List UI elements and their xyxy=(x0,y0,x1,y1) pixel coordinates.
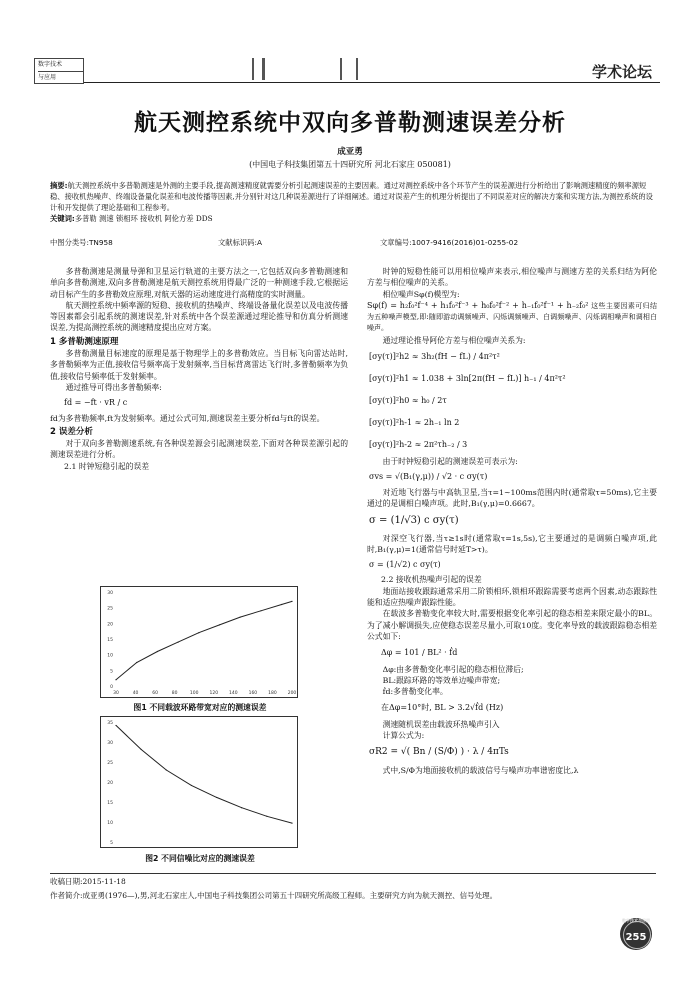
figure-1-x-tick-label: 60 xyxy=(152,691,158,696)
right-paragraph-1: 时钟的短稳性能可以用相位噪声来表示,相位噪声与测速方差的关系归结为阿伦方差与相位噪声的关系。 xyxy=(367,267,657,288)
keywords: 多普勒 测速 锁相环 接收机 阿伦方差 DDS xyxy=(74,214,213,223)
figure-1-x-tick-label: 120 xyxy=(209,691,219,696)
right-paragraph-4: 通过理论推导阿伦方差与相位噪声关系为: xyxy=(382,335,526,345)
header-rule xyxy=(84,82,660,83)
near-earth-sigma-equation: σ = (1/√3) c σy(τ) xyxy=(369,515,459,527)
bandwidth-condition: 在Δφ=10°时, BL > 3.2√ḟd (Hz) xyxy=(381,703,504,713)
section-2-heading: 2 误差分析 xyxy=(50,426,93,437)
figure-1-chart xyxy=(100,586,298,698)
right-column xyxy=(367,266,657,776)
figure-2-point xyxy=(115,725,116,726)
right-paragraph-12: ḟd:多普勒变化率。 xyxy=(382,687,448,697)
intro-paragraph-2: 航天测控系统中频率源的短稳、接收机的热噪声、终端设备量化误差以及电波传播等因素都会引起系统的测速误差,针对系统中各个误差源通过理论推导和仿真分析测速误差,为提高测控系统的测速精度提出应对方案。 xyxy=(50,300,348,333)
section-1-paragraph-3: fd为多普勒频率,ft为发射频率。通过公式可知,测速误差主要分析fd与ft的误差。 xyxy=(50,413,325,423)
figure-1-point xyxy=(291,601,292,602)
right-paragraph-2: 相位噪声Sφ(f)模型为: xyxy=(382,289,460,299)
figure-2-y-tick-label: 30 xyxy=(107,741,113,746)
section-2-2-heading: 2.2 接收机热噪声引起的误差 xyxy=(381,575,482,585)
figure-2-y-tick-label: 10 xyxy=(107,821,113,826)
figure-2-caption: 图2 不同信噪比对应的测速误差 xyxy=(145,854,255,863)
clock-error-equation: σvs = √(B₁(γ,μ)) / √2 · c σy(τ) xyxy=(369,472,488,482)
figure-1-point xyxy=(260,610,261,611)
figure-2-point xyxy=(291,823,292,824)
figure-2-point xyxy=(216,797,217,798)
figure-1-point xyxy=(240,616,241,617)
right-paragraph-5: 由于时钟短稳引起的测速误差可表示为: xyxy=(382,457,518,467)
author: 成亚勇 xyxy=(337,147,363,157)
figure-1-x-tick-label: 100 xyxy=(189,691,199,696)
right-paragraph-8: 地面站接收跟踪通常采用二阶锁相环,锁相环跟踪需要考虑两个因素,动态跟踪性能和适应热噪声跟踪性能。 xyxy=(367,586,657,608)
figure-1-y-tick-label: 20 xyxy=(107,622,113,628)
figure-2-point xyxy=(241,807,242,808)
phase-noise-model-equation: Sφ(f) = h₂f₀²f⁻⁴ + h₁f₀²f⁻³ + h₀f₀²f⁻² + h₋₁f₀²f⁻¹ + h₋₂f₀² xyxy=(367,300,589,310)
section-name: 学术论坛 xyxy=(591,63,652,81)
figure-1-point xyxy=(115,679,116,680)
section-1-paragraph-1: 多普勒测量目标速度的原理是基于物理学上的多普勒效应。当目标飞向雷达站时,多普勒频率为正值,接收信号频率高于发射频率,当目标背离雷达飞行时,多普勒频率为负值,接收信号频率低于发射频率。 xyxy=(50,349,348,381)
abstract-label: 摘要: xyxy=(50,181,68,190)
allan-eq-h2: [σy(τ)]²h2 ≈ 3h₂(fH − fL) / 4π²τ² xyxy=(369,352,500,362)
figure-1-y-tick-label: 5 xyxy=(110,669,113,675)
figure-1-x-tick-label: 80 xyxy=(171,691,178,696)
keywords-label: 关键词: xyxy=(50,214,75,223)
right-paragraph-14: 计算公式为: xyxy=(382,731,425,741)
figure-2-frame xyxy=(101,717,298,848)
affiliation: (中国电子科技集团第五十四研究所 河北石家庄 050081) xyxy=(249,160,451,169)
figure-1-frame xyxy=(101,587,298,698)
journal-logo xyxy=(34,58,84,84)
section-2-1-heading: 2.1 时钟短稳引起的误差 xyxy=(64,461,150,471)
figure-2-chart xyxy=(100,716,298,848)
figure-1-x-tick-label: 200 xyxy=(287,691,297,696)
figure-2-point xyxy=(266,816,267,817)
figure-1-y-tick-label: 10 xyxy=(107,653,113,659)
received-date: 收稿日期:2015-11-18 xyxy=(50,877,126,886)
page-badge-text: 数字技术与应用 xyxy=(622,918,650,923)
figure-2-point xyxy=(141,749,142,750)
doppler-equation: fd = −ft · vR / c xyxy=(64,398,128,408)
figure-2-point xyxy=(166,769,167,770)
figure-1-point xyxy=(157,651,158,652)
figure-1-x-tick-label: 180 xyxy=(268,691,277,696)
figure-2-y-tick-label: 35 xyxy=(107,721,113,726)
figure-1-point xyxy=(198,632,199,633)
right-paragraph-6: 对近地飞行器与中高轨卫星,当τ=1~100ms范围内时(通常取τ=50ms),它主要通过的是调相白噪声项。此时,B₁(γ,μ)=0.6667。 xyxy=(367,487,657,508)
figure-1-y-tick-label: 15 xyxy=(107,638,113,643)
author-bio: 作者简介:成亚勇(1976—),男,河北石家庄人,中国电子科技集团公司第五十四研究所高级工程师。主要研究方向为航天测控、信号处理。 xyxy=(50,891,498,900)
phase-lag-equation: Δφ = 101 / BL² · ḟd xyxy=(381,648,458,658)
logo-line1: 数字技术 xyxy=(38,61,63,68)
figure-1-y-tick-label: 0 xyxy=(110,685,113,690)
figure-1-point xyxy=(136,662,137,663)
abstract-text: 航天测控系统中多普勒测速是外测的主要手段,提高测速精度就需要分析引起测速误差的主要因素。通过对测控系统中各个环节产生的误差源进行分析给出了影响测速精度的频率源短稳、接收机热噪声、终端设备量化误差和电波传播等因素,并分别针对这几种误差源进行了详细阐述。通过对误差产生的机理分析提出了不同误差对应的解决方案和实现方法,为测控系统的设计和开发提供了理论基础和工程参考。 xyxy=(50,181,653,212)
figure-2-point xyxy=(191,785,192,786)
right-paragraph-10: Δφ:由多普勒变化率引起的稳态相位滞后; xyxy=(382,664,524,674)
clc-number: 中图分类号:TN958 xyxy=(50,238,113,247)
paper-title: 航天测控系统中双向多普勒测速误差分析 xyxy=(134,110,566,136)
figure-2-y-tick-label: 15 xyxy=(107,801,113,806)
footer-rule xyxy=(50,873,656,874)
logo-line2: 与应用 xyxy=(38,71,83,84)
page-number-badge xyxy=(620,918,652,950)
right-paragraph-11: BL:跟踪环路的等效单边噪声带宽; xyxy=(382,675,501,685)
right-paragraph-15: 式中,S/Φ为地面接收机的载波信号与噪声功率谱密度比,λ xyxy=(382,765,579,775)
allan-eq-h1: [σy(τ)]²h1 ≈ 1.038 + 3ln[2π(fH − fL)] h₋₁ / 4π²τ² xyxy=(369,374,566,384)
figure-1-point xyxy=(178,642,179,643)
figure-1-point xyxy=(281,604,282,605)
section-1-paragraph-2: 通过推导可得出多普勒频率: xyxy=(65,382,162,392)
right-paragraph-3 xyxy=(367,300,657,335)
allan-eq-h-1: [σy(τ)]²h-1 ≈ 2h₋₁ ln 2 xyxy=(369,418,460,428)
thermal-noise-equation: σR2 = √( Bn / (S/Φ) ) · λ / 4πTs xyxy=(369,747,509,758)
allan-variance-equations xyxy=(367,346,657,456)
left-column xyxy=(50,266,348,472)
page-number: 255 xyxy=(625,932,647,943)
allan-eq-h0: [σy(τ)]²h0 ≈ h₀ / 2τ xyxy=(369,396,447,406)
right-paragraph-9: 在载波多普勒变化率较大时,需要根据变化率引起的稳态相差来限定最小的BL。为了减小解调损失,应使稳态误差尽量小,可取10度。变化率导致的载波跟踪稳态相差公式如下: xyxy=(367,609,657,641)
figure-2-y-tick-label: 20 xyxy=(107,781,113,786)
figure-2-y-tick-label: 5 xyxy=(110,841,113,846)
section-1-heading: 1 多普勒测速原理 xyxy=(50,336,119,347)
article-number: 文章编号:1007-9416(2016)01-0255-02 xyxy=(380,238,519,247)
doc-code: 文献标识码:A xyxy=(218,238,262,247)
allan-eq-h-2: [σy(τ)]²h-2 ≈ 2π²τh₋₂ / 3 xyxy=(369,440,468,450)
figure-1-x-tick-label: 30 xyxy=(113,691,119,696)
abstract xyxy=(50,180,658,224)
figure-1-caption: 图1 不同载波环路带宽对应的测速误差 xyxy=(133,703,267,712)
intro-paragraph-1: 多普勒测速是测量导弹和卫星运行轨道的主要方法之一,它包括双向多普勒测速和单向多普勒测速,双向多普勒测速是航天测控系统用得最广泛的一种测速手段,它根据运动目标产生的多普勒效应原理,对航天器的运动速度进行高精度的实时测量。 xyxy=(50,267,348,299)
figure-1-x-tick-label: 40 xyxy=(132,691,139,696)
figure-1-y-tick-label: 25 xyxy=(107,606,113,612)
figure-2-y-tick-label: 25 xyxy=(107,761,113,766)
figure-1-y-tick-label: 30 xyxy=(107,591,113,596)
right-paragraph-13: 测速随机误差由载波环热噪声引入 xyxy=(382,719,500,729)
section-2-paragraph-1: 对于双向多普勒测速系统,有各种误差源会引起测速误差,下面对各种误差源引起的测速误差进行分析。 xyxy=(50,439,348,460)
figure-1-x-tick-label: 140 xyxy=(229,691,238,696)
right-paragraph-7: 对深空飞行器,当τ≥1s时(通常取τ=1s,5s),它主要通过的是调频白噪声项,此时,B₁(γ,μ)=1(通常信号时延T>τ)。 xyxy=(367,533,657,554)
phase-noise-model-text: 这些主要因素可归结为五种噪声模型,即:随即游动调频噪声、闪烁调频噪声、白调频噪声、闪烁调相噪声和调相白噪声。 xyxy=(367,301,657,333)
figure-1-point xyxy=(219,624,220,625)
figure-1-x-tick-label: 160 xyxy=(248,691,258,696)
deep-space-sigma-equation: σ = (1/√2) c σy(τ) xyxy=(369,560,441,570)
